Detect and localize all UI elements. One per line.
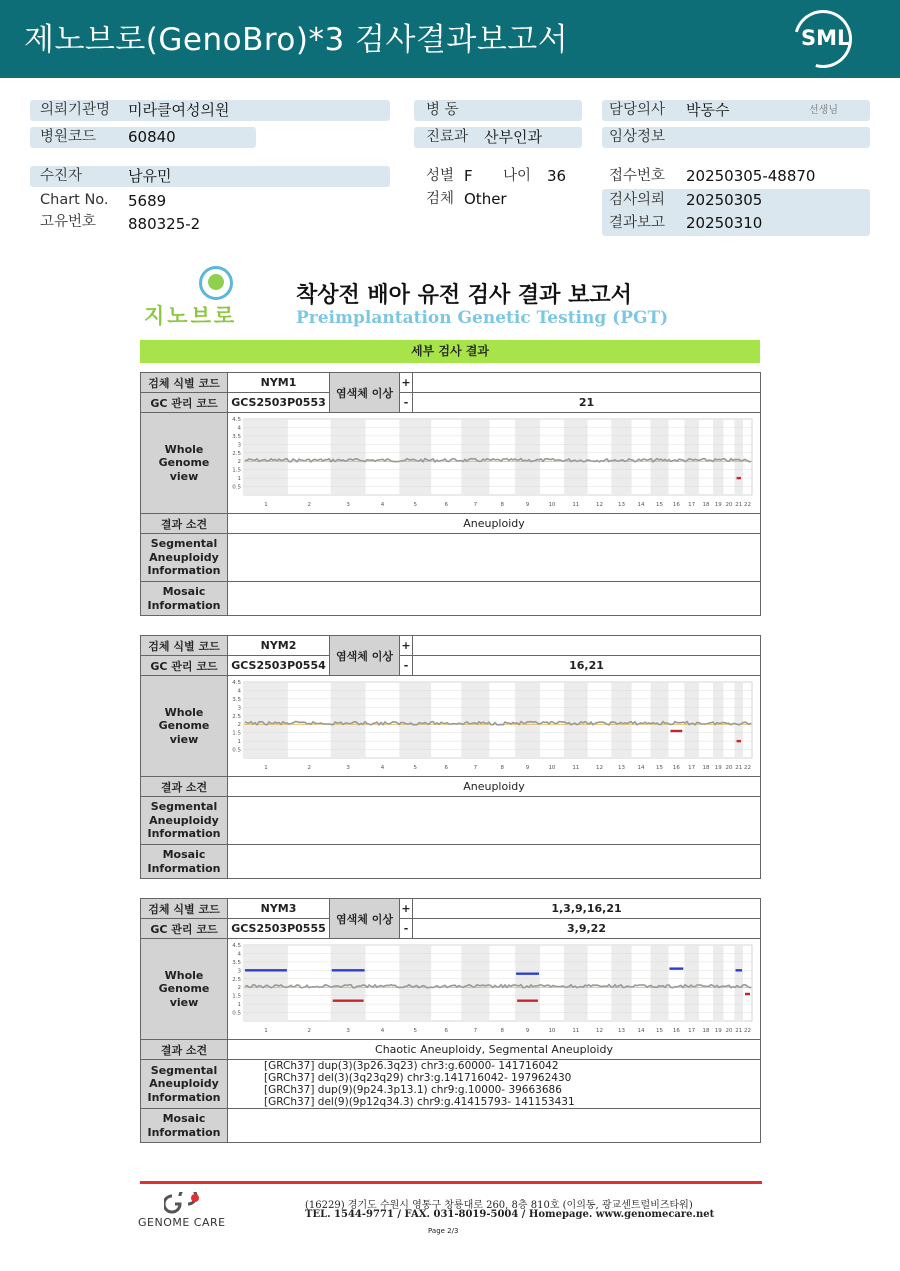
gain-chromosomes: 1,3,9,16,21 — [413, 899, 761, 919]
segmental-info — [228, 797, 761, 845]
gc-code-value: GCS2503P0554 — [228, 656, 330, 676]
mosaic-label-text: Mosaic Information — [147, 1112, 221, 1139]
x-tick-label: 9 — [525, 1028, 530, 1034]
chromosome-band — [684, 945, 699, 1021]
department-label: 진료과 — [426, 129, 469, 145]
plot-area — [244, 419, 752, 495]
x-tick-label: 3 — [346, 1028, 350, 1034]
y-tick-label: 1.5 — [232, 993, 241, 1000]
chart-no-value: 5689 — [128, 192, 167, 210]
x-tick-label: 8 — [500, 502, 504, 508]
x-tick-label: 22 — [744, 502, 752, 508]
report-date-value: 20250310 — [686, 214, 763, 232]
footer-contact: TEL. 1544-9771 / FAX. 031-8019-5004 / Homepage. www.genomecare.net — [305, 1209, 715, 1220]
y-tick-label: 2 — [237, 722, 241, 729]
gain-sign: + — [400, 373, 413, 393]
x-tick-label: 13 — [617, 1028, 625, 1034]
loss-chromosomes: 3,9,22 — [413, 919, 761, 939]
y-tick-label: 2.5 — [232, 713, 241, 720]
gain-sign: + — [400, 899, 413, 919]
chromosome-band — [684, 682, 699, 758]
y-tick-label: 4.5 — [232, 680, 241, 686]
x-tick-label: 19 — [714, 502, 722, 508]
y-tick-label: 0.5 — [232, 1010, 241, 1017]
whole-genome-plot-cell — [228, 676, 761, 777]
receipt-no-label: 접수번호 — [609, 168, 666, 184]
sex-label: 성별 — [426, 168, 455, 184]
x-tick-label: 20 — [725, 765, 733, 771]
whole-genome-label-text: Whole Genome view — [158, 968, 210, 1009]
patient-label: 수진자 — [40, 168, 83, 184]
doctor-note: 선생님 — [809, 105, 838, 116]
gc-code-label: GC 관리 코드 — [141, 393, 228, 413]
mosaic-info — [228, 1109, 761, 1143]
gc-code-label: GC 관리 코드 — [141, 656, 228, 676]
x-tick-label: 15 — [655, 765, 663, 771]
result-value: Aneuploidy — [228, 514, 761, 534]
chromosome-band — [650, 682, 668, 758]
x-tick-label: 1 — [264, 502, 268, 508]
segmental-label — [141, 1060, 228, 1109]
whole-genome-plot — [228, 676, 758, 776]
y-tick-label: 4.5 — [232, 943, 241, 949]
chromosome-band — [713, 682, 723, 758]
result-label: 결과 소견 — [141, 777, 228, 797]
report-title: 착상전 배아 유전 검사 결과 보고서 — [296, 283, 632, 308]
genobro-logo — [142, 264, 252, 328]
x-tick-label: 19 — [714, 765, 722, 771]
sample-table — [140, 635, 761, 879]
segmental-line: [GRCh37] dup(9)(9p24.3p13.1) chr9:g.10000- 39663686 — [264, 1084, 562, 1096]
x-tick-label: 5 — [413, 1028, 417, 1034]
chromosome-band — [611, 682, 631, 758]
x-tick-label: 7 — [473, 1028, 478, 1034]
chromosome-band — [735, 419, 743, 495]
sample-id-value: NYM2 — [228, 636, 330, 656]
mosaic-label-text: Mosaic Information — [147, 848, 221, 875]
mosaic-label — [141, 845, 228, 879]
x-tick-label: 3 — [346, 502, 350, 508]
chromosome-band — [611, 945, 631, 1021]
chromosome-band — [515, 945, 540, 1021]
x-tick-label: 10 — [548, 765, 556, 771]
gc-code-value: GCS2503P0553 — [228, 393, 330, 413]
y-tick-label: 2 — [237, 459, 241, 466]
chromosome-band — [611, 419, 631, 495]
x-tick-label: 18 — [702, 1028, 710, 1034]
loss-chromosomes: 21 — [413, 393, 761, 413]
segmental-line: [GRCh37] del(3)(3q23q29) chr3:g.141716042- 197962430 — [264, 1072, 572, 1084]
segmental-line: [GRCh37] dup(3)(3p26.3q23) chr3:g.60000- 141716042 — [264, 1060, 559, 1072]
segmental-info — [228, 534, 761, 582]
segmental-label — [141, 797, 228, 845]
x-tick-label: 14 — [637, 502, 645, 508]
x-tick-label: 16 — [672, 502, 680, 508]
report-subtitle: Preimplantation Genetic Testing (PGT) — [296, 308, 669, 328]
y-tick-label: 1.5 — [232, 467, 241, 474]
x-tick-label: 11 — [572, 1028, 580, 1034]
unique-no-label: 고유번호 — [40, 214, 97, 230]
chrom-abnormal-label: 염색체 이상 — [330, 373, 400, 413]
x-tick-label: 21 — [735, 502, 743, 508]
chromosome-band — [713, 945, 723, 1021]
mosaic-info — [228, 845, 761, 879]
x-tick-label: 22 — [744, 765, 752, 771]
x-tick-label: 5 — [413, 502, 417, 508]
x-tick-label: 12 — [596, 1028, 604, 1034]
result-label: 결과 소견 — [141, 1040, 228, 1060]
chromosome-band — [331, 945, 366, 1021]
x-tick-label: 17 — [688, 1028, 696, 1034]
clinical-info-label: 임상정보 — [609, 129, 666, 145]
x-tick-label: 16 — [672, 1028, 680, 1034]
mosaic-label-text: Mosaic Information — [147, 585, 221, 612]
specimen-value: Other — [464, 190, 507, 208]
sml-logo — [794, 10, 854, 68]
x-tick-label: 21 — [735, 1028, 743, 1034]
mosaic-label — [141, 582, 228, 616]
x-tick-label: 3 — [346, 765, 350, 771]
result-label: 결과 소견 — [141, 514, 228, 534]
department-value: 산부인과 — [484, 128, 542, 146]
x-tick-label: 6 — [444, 765, 449, 771]
chromosome-band — [244, 419, 288, 495]
chromosome-band — [564, 419, 588, 495]
chromosome-band — [244, 945, 288, 1021]
loss-sign: - — [400, 656, 413, 676]
x-tick-label: 4 — [380, 502, 385, 508]
x-tick-label: 10 — [548, 1028, 556, 1034]
report-header-title: 제노브로(GenoBro)*3 검사결과보고서 — [24, 22, 569, 58]
y-tick-label: 1 — [237, 1002, 241, 1009]
chromosome-band — [244, 682, 288, 758]
chromosome-band — [331, 682, 366, 758]
x-tick-label: 5 — [413, 765, 417, 771]
x-tick-label: 20 — [725, 1028, 733, 1034]
x-tick-label: 8 — [500, 1028, 504, 1034]
chart-no-label: Chart No. — [40, 192, 109, 208]
sample-id-value: NYM1 — [228, 373, 330, 393]
x-tick-label: 19 — [714, 1028, 722, 1034]
x-tick-label: 2 — [307, 502, 312, 508]
sample-id-label: 검체 식별 코드 — [141, 373, 228, 393]
y-tick-label: 3 — [237, 442, 241, 449]
x-tick-label: 12 — [596, 765, 604, 771]
y-tick-label: 4 — [237, 425, 241, 432]
y-tick-label: 1 — [237, 739, 241, 746]
segmental-label — [141, 534, 228, 582]
x-tick-label: 17 — [688, 765, 696, 771]
chromosome-band — [399, 419, 431, 495]
x-tick-label: 2 — [307, 1028, 312, 1034]
request-date-value: 20250305 — [686, 191, 763, 209]
sml-logo-text: SML — [801, 26, 851, 50]
request-date-label: 검사의뢰 — [609, 192, 666, 208]
y-tick-label: 2 — [237, 985, 241, 992]
dna-flask-inner-icon — [208, 274, 224, 290]
x-tick-label: 9 — [525, 765, 530, 771]
gc-code-value: GCS2503P0555 — [228, 919, 330, 939]
gain-chromosomes — [413, 636, 761, 656]
x-tick-label: 13 — [617, 502, 625, 508]
x-tick-label: 15 — [655, 502, 663, 508]
sample-id-label: 검체 식별 코드 — [141, 899, 228, 919]
x-tick-label: 8 — [500, 765, 504, 771]
x-tick-label: 10 — [548, 502, 556, 508]
x-tick-label: 6 — [444, 502, 449, 508]
x-tick-label: 1 — [264, 765, 268, 771]
hospital-code-value: 60840 — [128, 128, 176, 146]
specimen-label: 검체 — [426, 191, 455, 207]
segmental-label-text: Segmental Aneuploidy Information — [147, 1063, 221, 1104]
x-tick-label: 17 — [688, 502, 696, 508]
gain-sign: + — [400, 636, 413, 656]
gc-code-label: GC 관리 코드 — [141, 919, 228, 939]
genome-care-logo-text: GENOME CARE — [138, 1216, 226, 1229]
x-tick-label: 22 — [744, 1028, 752, 1034]
footer-address: (16229) 경기도 수원시 영통구 창룡대로 260, 8층 810호 (이의동, 광교센트럴비즈타워) — [305, 1200, 693, 1211]
loss-sign: - — [400, 393, 413, 413]
hospital-code-label: 병원코드 — [40, 129, 97, 145]
x-tick-label: 14 — [637, 765, 645, 771]
chromosome-band — [564, 945, 588, 1021]
sex-value: F — [464, 167, 473, 185]
x-tick-label: 12 — [596, 502, 604, 508]
plot-area — [244, 682, 752, 758]
plot-area — [244, 945, 752, 1021]
ward-label: 병 동 — [426, 102, 459, 118]
x-tick-label: 7 — [473, 765, 478, 771]
whole-genome-plot-cell — [228, 939, 761, 1040]
institution-value: 미라클여성의원 — [128, 101, 230, 119]
loss-sign: - — [400, 919, 413, 939]
x-tick-label: 16 — [672, 765, 680, 771]
age-label: 나이 — [503, 168, 532, 184]
whole-genome-label — [141, 413, 228, 514]
y-tick-label: 4.5 — [232, 417, 241, 423]
age-value: 36 — [547, 167, 567, 185]
doctor-value: 박동수 — [686, 101, 730, 119]
x-tick-label: 13 — [617, 765, 625, 771]
genome-care-logo — [138, 1192, 238, 1232]
chromosome-band — [735, 945, 743, 1021]
mosaic-label — [141, 1109, 228, 1143]
y-tick-label: 0.5 — [232, 747, 241, 754]
chrom-abnormal-label: 염색체 이상 — [330, 899, 400, 939]
patient-value: 남유민 — [128, 167, 172, 185]
x-tick-label: 15 — [655, 1028, 663, 1034]
y-tick-label: 2.5 — [232, 450, 241, 457]
y-tick-label: 1 — [237, 476, 241, 483]
y-tick-label: 0.5 — [232, 484, 241, 491]
segmental-label-text: Segmental Aneuploidy Information — [147, 537, 221, 578]
doctor-label: 담당의사 — [609, 102, 666, 118]
whole-genome-plot — [228, 413, 758, 513]
x-tick-label: 11 — [572, 765, 580, 771]
report-date-label: 결과보고 — [609, 215, 666, 231]
x-tick-label: 18 — [702, 502, 710, 508]
chromosome-band — [515, 419, 540, 495]
top-header — [0, 0, 900, 78]
segmental-line: [GRCh37] del(9)(9p12q34.3) chr9:g.41415793- 141153431 — [264, 1096, 575, 1108]
chromosome-band — [331, 419, 366, 495]
whole-genome-label-text: Whole Genome view — [158, 442, 210, 483]
y-tick-label: 3.5 — [232, 959, 241, 966]
x-tick-label: 1 — [264, 1028, 268, 1034]
chromosome-band — [564, 682, 588, 758]
genome-care-mark-icon — [164, 1192, 204, 1214]
y-tick-label: 4 — [237, 951, 241, 958]
x-tick-label: 18 — [702, 765, 710, 771]
y-tick-label: 3.5 — [232, 696, 241, 703]
chromosome-band — [461, 419, 489, 495]
x-tick-label: 14 — [637, 1028, 645, 1034]
whole-genome-label — [141, 676, 228, 777]
institution-label: 의뢰기관명 — [40, 102, 111, 118]
chromosome-band — [399, 945, 431, 1021]
chromosome-band — [461, 682, 489, 758]
section-banner: 세부 검사 결과 — [140, 340, 760, 363]
segmental-label-text: Segmental Aneuploidy Information — [147, 800, 221, 841]
loss-chromosomes: 16,21 — [413, 656, 761, 676]
result-value: Aneuploidy — [228, 777, 761, 797]
chromosome-band — [461, 945, 489, 1021]
y-tick-label: 4 — [237, 688, 241, 695]
footer-rule — [140, 1181, 762, 1184]
gain-chromosomes — [413, 373, 761, 393]
x-tick-label: 2 — [307, 765, 312, 771]
x-tick-label: 11 — [572, 502, 580, 508]
page-number: Page 2/3 — [428, 1227, 459, 1235]
segmental-info — [228, 1060, 761, 1109]
sample-table — [140, 372, 761, 616]
y-tick-label: 3.5 — [232, 433, 241, 440]
chromosome-band — [515, 682, 540, 758]
sample-id-value: NYM3 — [228, 899, 330, 919]
chromosome-band — [684, 419, 699, 495]
x-tick-label: 4 — [380, 1028, 385, 1034]
chromosome-band — [399, 682, 431, 758]
chromosome-band — [650, 945, 668, 1021]
chromosome-band — [735, 682, 743, 758]
whole-genome-label — [141, 939, 228, 1040]
whole-genome-label-text: Whole Genome view — [158, 705, 210, 746]
x-tick-label: 7 — [473, 502, 478, 508]
whole-genome-plot — [228, 939, 758, 1039]
y-tick-label: 3 — [237, 705, 241, 712]
chromosome-band — [713, 419, 723, 495]
x-tick-label: 4 — [380, 765, 385, 771]
genobro-logo-text: 지노브로 — [144, 304, 238, 328]
result-value: Chaotic Aneuploidy, Segmental Aneuploidy — [228, 1040, 761, 1060]
y-tick-label: 2.5 — [232, 976, 241, 983]
y-tick-label: 1.5 — [232, 730, 241, 737]
mosaic-info — [228, 582, 761, 616]
sample-id-label: 검체 식별 코드 — [141, 636, 228, 656]
whole-genome-plot-cell — [228, 413, 761, 514]
chromosome-band — [650, 419, 668, 495]
x-tick-label: 9 — [525, 502, 530, 508]
info-bar — [30, 166, 390, 187]
chrom-abnormal-label: 염색체 이상 — [330, 636, 400, 676]
x-tick-label: 21 — [735, 765, 743, 771]
sample-table — [140, 898, 761, 1143]
x-tick-label: 20 — [725, 502, 733, 508]
x-tick-label: 6 — [444, 1028, 449, 1034]
unique-no-value: 880325-2 — [128, 215, 201, 233]
y-tick-label: 3 — [237, 968, 241, 975]
receipt-no-value: 20250305-48870 — [686, 167, 816, 185]
